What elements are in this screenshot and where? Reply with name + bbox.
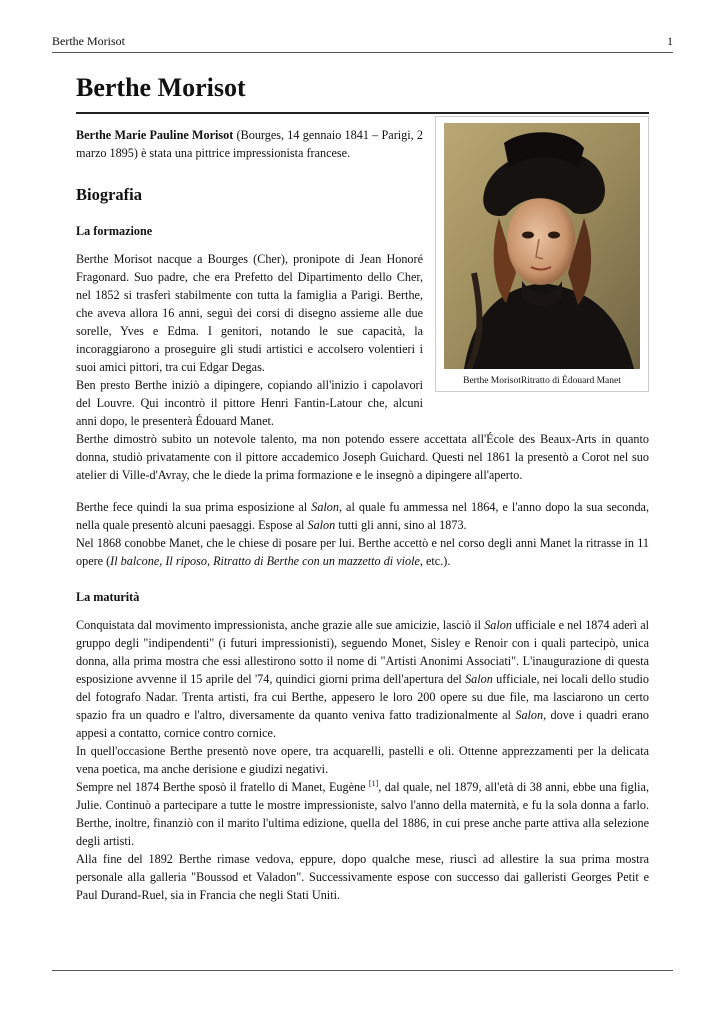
portrait-image [444, 123, 640, 369]
formazione-paragraph-1: Berthe Morisot nacque a Bourges (Cher), pronipote di Jean Honoré Fragonard. Suo padre, che era Prefetto del Dipartimento dello Cher, nel 1852 si trasferì stabilmente con tutta la famiglia a Parigi. Berthe, che aveva allora 16 anni, seguì dei corsi di disegno assieme alle due sorelle, Yves e Edma. I genitori, notando le sue capacità, la incoraggiarono a proseguire gli studi artistici e accolsero volentieri i suoi amici pittori, tra cui Edgar Degas. [76, 252, 423, 374]
maturita-paragraph-4: Alla fine del 1892 Berthe rimase vedova, eppure, dopo qualche mese, riuscì ad allestire la sua prima mostra personale alla galleria "Boussod et Valadon". Successivamente espose con successo dai galleristi Georges Petit e Paul Durand-Ruel, sia in Francia che negli Stati Uniti. [76, 852, 649, 902]
page-title: Berthe Morisot [76, 70, 649, 114]
article-body [76, 70, 649, 904]
maturita-paragraph-3: Sempre nel 1874 Berthe sposò il fratello di Manet, Eugène [1], dal quale, nel 1879, all'età di 38 anni, ebbe una figlia, Julie. Continuò a partecipare a tutte le mostre impressioniste, salvo l'anno della maternità, e fu la sola donna a farlo. Berthe, inoltre, finanziò con il marito l'ultima edizione, quella del 1886, in cui prese anche parte attiva alla selezione degli artisti. [76, 778, 649, 848]
running-title: Berthe Morisot [52, 34, 125, 48]
formazione-paragraph-3: Berthe dimostrò subito un notevole talento, ma non potendo essere accettata all'École des Beaux-Arts in quanto donna, studiò privatamente con il pittore accademico Joseph Guichard. Questi nel 1861 la presentò a Corot nel suo atelier di Ville-d'Avray, che le diede la prima formazione e le insegnò a dipingere all'aperto. [76, 432, 649, 482]
formazione-paragraph-2: Ben presto Berthe iniziò a dipingere, copiando all'inizio i capolavori del Louvre. Qui incontrò il pittore Henri Fantin-Latour che, alcuni anni dopo, le presenterà Édouard Manet. [76, 378, 423, 428]
figure-caption: Berthe MorisotRitratto di Édouard Manet [463, 376, 621, 386]
subsection-heading-formazione: La formazione [76, 224, 153, 238]
formazione-paragraph-4: Berthe fece quindi la sua prima esposizione al Salon, al quale fu ammessa nel 1864, e l'anno dopo la sua seconda, nella quale presentò alcuni paesaggi. Espose al Salon tutti gli anni, sino al 1873. [76, 500, 649, 532]
subsection-heading-maturita: La maturità [76, 590, 140, 604]
formazione-paragraph-5: Nel 1868 conobbe Manet, che le chiese di posare per lui. Berthe accettò e nel corso degli anni Manet la ritrasse in 11 opere (Il balcone, Il riposo, Ritratto di Berthe con un mazzetto di viole, etc.). [76, 536, 649, 568]
footer-rule [52, 970, 673, 971]
maturita-paragraph-1: Conquistata dal movimento impressionista, anche grazie alle sue amicizie, lasciò il Salon ufficiale e nel 1874 aderì al gruppo degli "indipendenti" (i futuri impressionisti), seguendo Monet, Sisley e Renoir con i quali partecipò, unica donna, alla prima mostra che essi allestirono sotto il nome di "Artisti Anonimi Associati". L'inaugurazione di questa esposizione avvenne il 15 aprile del '74, quindici giorni prima dell'apertura del Salon ufficiale, nei locali dello studio del fotografo Nadar. Trenta artisti, fra cui Berthe, appesero le loro 200 opere su due file, ma lasciarono un certo spazio fra un quadro e l'altro, diversamente da quanto veniva fatto tradizionalmente al Salon, dove i quadri erano appesi a contatto, cornice contro cornice. [76, 618, 650, 740]
running-header [52, 34, 673, 53]
maturita-paragraph-2: In quell'occasione Berthe presentò nove opere, tra acquarelli, pastelli e oli. Ottenne apprezzamenti per la delicata vena poetica, ma anche derisione e giudizi negativi. [76, 744, 649, 776]
section-heading-biografia: Biografia [76, 185, 142, 204]
intro-paragraph: Berthe Marie Pauline Morisot (Bourges, 14 gennaio 1841 – Parigi, 2 marzo 1895) è stata una pittrice impressionista francese. [76, 128, 423, 160]
portrait-figure [435, 116, 649, 392]
full-name: Berthe Marie Pauline Morisot [76, 128, 234, 142]
page-number: 1 [667, 34, 673, 48]
reference-link[interactable]: [1] [368, 778, 379, 788]
